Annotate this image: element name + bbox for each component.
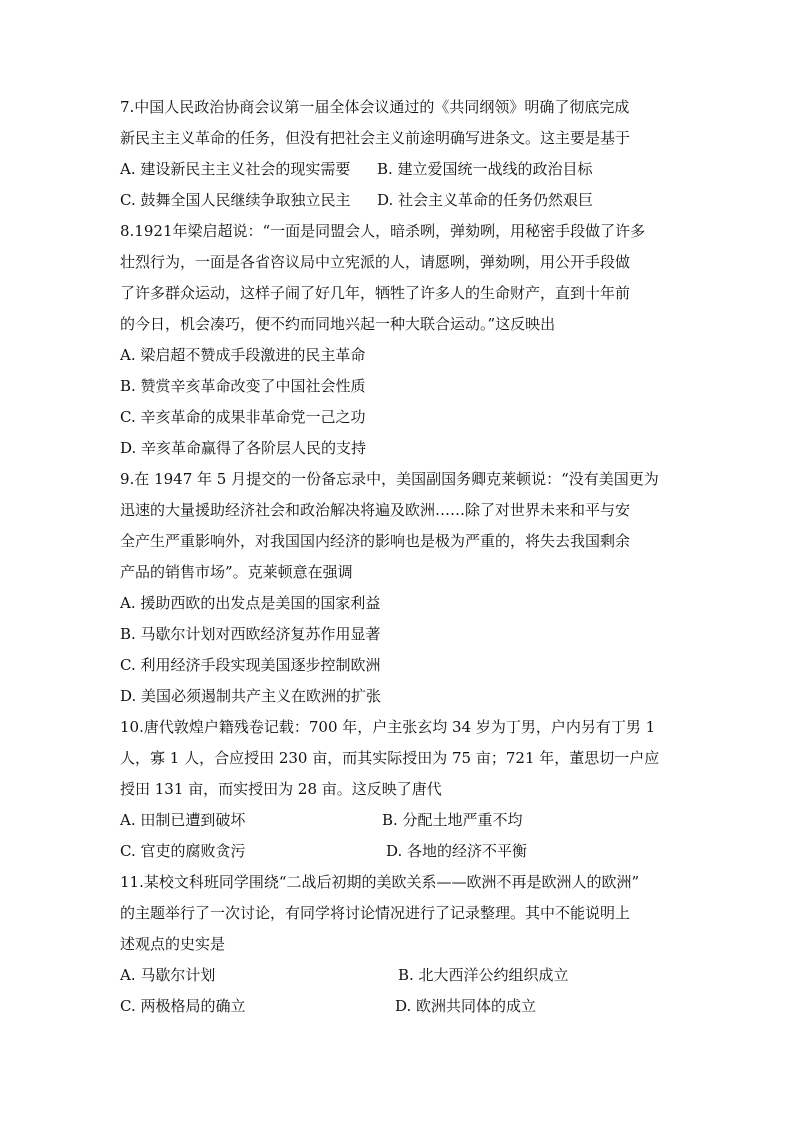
q8-option-b[interactable]: B. 赞赏辛亥革命改变了中国社会性质 [120,377,366,395]
q9-option-d[interactable]: D. 美国必须遏制共产主义在欧洲的扩张 [120,687,382,705]
q10-option-b[interactable]: B. 分配土地严重不均 [382,811,523,829]
q9-stem-line-4: 产品的销售市场”。克莱顿意在强调 [120,563,353,581]
q10-stem-line-1: 10.唐代敦煌户籍残卷记载：700 年，户主张玄均 34 岁为丁男，户内另有丁男 1 [120,718,656,736]
q7-options-row-1 [120,158,680,180]
q8-option-d[interactable]: D. 辛亥革命赢得了各阶层人民的支持 [120,439,367,457]
q11-option-c[interactable]: C. 两极格局的确立 [120,997,246,1015]
q10-options-row-2 [120,840,680,862]
q8-option-c[interactable]: C. 辛亥革命的成果非革命党一己之功 [120,408,366,426]
q9-stem-line-2: 迅速的大量援助经济社会和政治解决将遍及欧洲……除了对世界未来和平与安 [120,501,631,519]
q8-stem-line-3: 了许多群众运动，这样子闹了好几年，牺牲了许多人的生命财产，直到十年前 [120,284,631,302]
q11-options-row-2 [120,995,680,1017]
q11-stem-line-3: 述观点的史实是 [120,935,226,953]
q7-option-b[interactable]: B. 建立爱国统一战线的政治目标 [377,160,593,178]
q11-option-d[interactable]: D. 欧洲共同体的成立 [395,997,537,1015]
q10-stem-line-3: 授田 131 亩，而实授田为 28 亩。这反映了唐代 [120,780,442,798]
q11-stem-line-2: 的主题举行了一次讨论，有同学将讨论情况进行了记录整理。其中不能说明上 [120,904,631,922]
q7-stem-line-2: 新民主主义革命的任务，但没有把社会主义前途明确写进条文。这主要是基于 [120,129,631,147]
q11-option-b[interactable]: B. 北大西洋公约组织成立 [398,966,569,984]
q10-stem-line-2: 人，寡 1 人，合应授田 230 亩，而其实际授田为 75 亩；721 年，董思切一户应 [120,749,660,767]
q7-options-row-2 [120,189,680,211]
q10-option-c[interactable]: C. 官吏的腐败贪污 [120,842,246,860]
q9-stem-line-3: 全产生严重影响外，对我国国内经济的影响也是极为严重的，将失去我国剩余 [120,532,631,550]
q8-stem-line-1: 8.1921年梁启超说：“一面是同盟会人，暗杀咧，弹劾咧，用秘密手段做了许多 [120,222,646,240]
q8-stem-line-2: 壮烈行为，一面是各省咨议局中立宪派的人，请愿咧，弹劾咧，用公开手段做 [120,253,631,271]
q7-option-a[interactable]: A. 建设新民主主义社会的现实需要 [120,160,351,178]
q9-option-a[interactable]: A. 援助西欧的出发点是美国的国家利益 [120,594,381,612]
q8-option-a[interactable]: A. 梁启超不赞成手段激进的民主革命 [120,346,366,364]
q10-options-row-1 [120,809,680,831]
q7-stem-line-1: 7.中国人民政治协商会议第一届全体会议通过的《共同纲领》明确了彻底完成 [120,98,630,116]
q11-options-row-1 [120,964,680,986]
q9-stem-line-1: 9.在 1947 年 5 月提交的一份备忘录中，美国副国务卿克莱顿说：“没有美国更为 [120,470,659,488]
q11-stem-line-1: 11.某校文科班同学围绕“二战后初期的美欧关系——欧洲不再是欧洲人的欧洲” [120,873,640,891]
q10-option-d[interactable]: D. 各地的经济不平衡 [386,842,528,860]
q11-option-a[interactable]: A. 马歇尔计划 [120,966,216,984]
q9-option-b[interactable]: B. 马歇尔计划对西欧经济复苏作用显著 [120,625,381,643]
q7-option-c[interactable]: C. 鼓舞全国人民继续争取独立民主 [120,191,351,209]
q7-option-d[interactable]: D. 社会主义革命的任务仍然艰巨 [377,191,594,209]
q9-option-c[interactable]: C. 利用经济手段实现美国逐步控制欧洲 [120,656,381,674]
q10-option-a[interactable]: A. 田制已遭到破坏 [120,811,246,829]
q8-stem-line-4: 的今日，机会凑巧，便不约而同地兴起一种大联合运动。”这反映出 [120,315,556,333]
